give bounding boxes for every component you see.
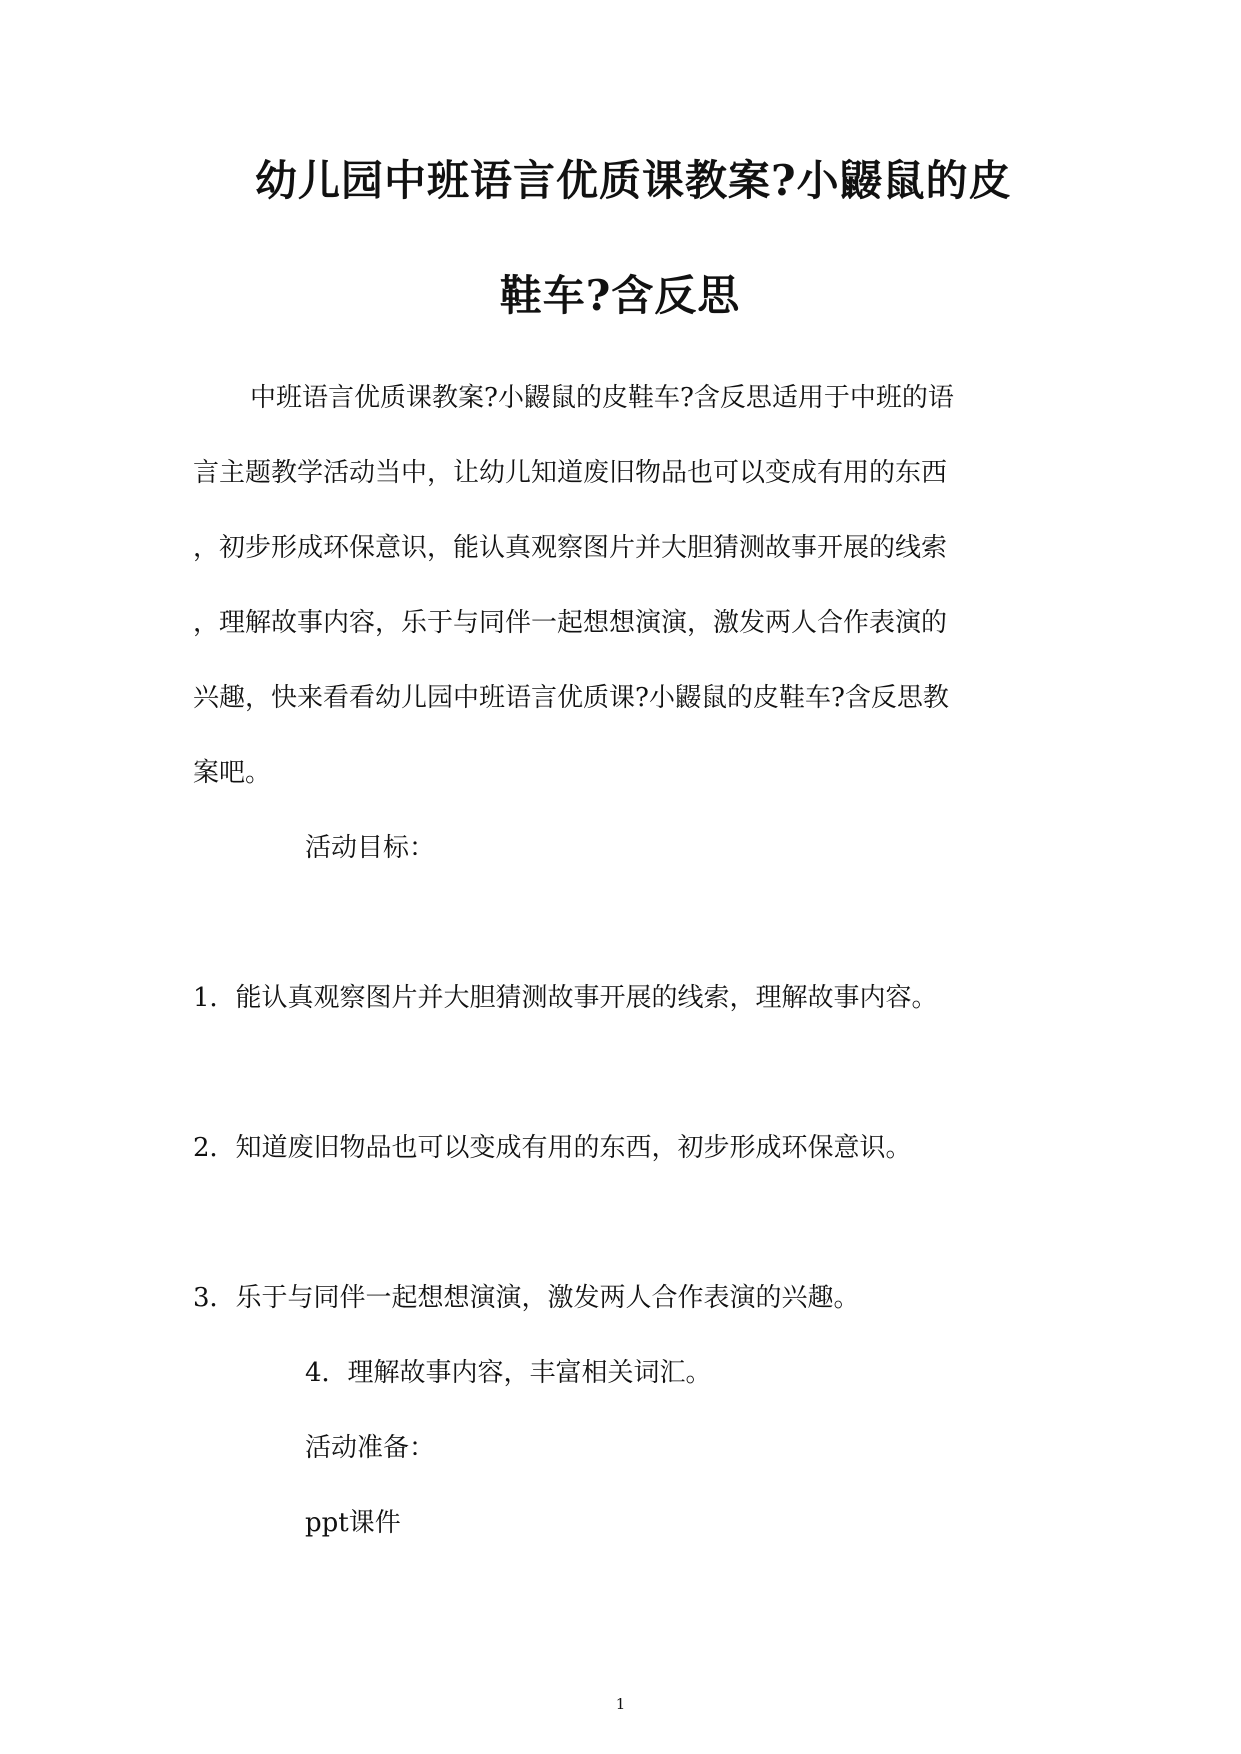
goal-item-1: 1．能认真观察图片并大胆猜测故事开展的线索，理解故事内容。 (193, 983, 938, 1013)
goal-item-3: 3．乐于与同伴一起想想演演，激发两人合作表演的兴趣。 (193, 1283, 860, 1313)
intro-line-5: 兴趣，快来看看幼儿园中班语言优质课?小鼹鼠的皮鞋车?含反思教 (193, 683, 949, 713)
intro-line-3: ，初步形成环保意识，能认真观察图片并大胆猜测故事开展的线索 (193, 533, 948, 563)
intro-line-2: 言主题教学活动当中，让幼儿知道废旧物品也可以变成有用的东西 (193, 458, 948, 488)
intro-line-6: 案吧。 (193, 758, 272, 788)
intro-line-1: 中班语言优质课教案?小鼹鼠的皮鞋车?含反思适用于中班的语 (250, 383, 954, 413)
document-title-line-2: 鞋车?含反思 (499, 271, 741, 320)
goal-item-4: 4．理解故事内容，丰富相关词汇。 (305, 1358, 712, 1388)
goals-heading: 活动目标： (305, 833, 436, 863)
intro-line-4: ，理解故事内容，乐于与同伴一起想想演演，激发两人合作表演的 (193, 608, 948, 638)
goal-item-2: 2．知道废旧物品也可以变成有用的东西，初步形成环保意识。 (193, 1133, 912, 1163)
prep-item: ppt课件 (305, 1508, 401, 1538)
prep-heading: 活动准备： (305, 1433, 436, 1463)
document-title-line-1: 幼儿园中班语言优质课教案?小鼹鼠的皮 (255, 156, 1012, 205)
page-number: 1 (615, 1695, 626, 1713)
